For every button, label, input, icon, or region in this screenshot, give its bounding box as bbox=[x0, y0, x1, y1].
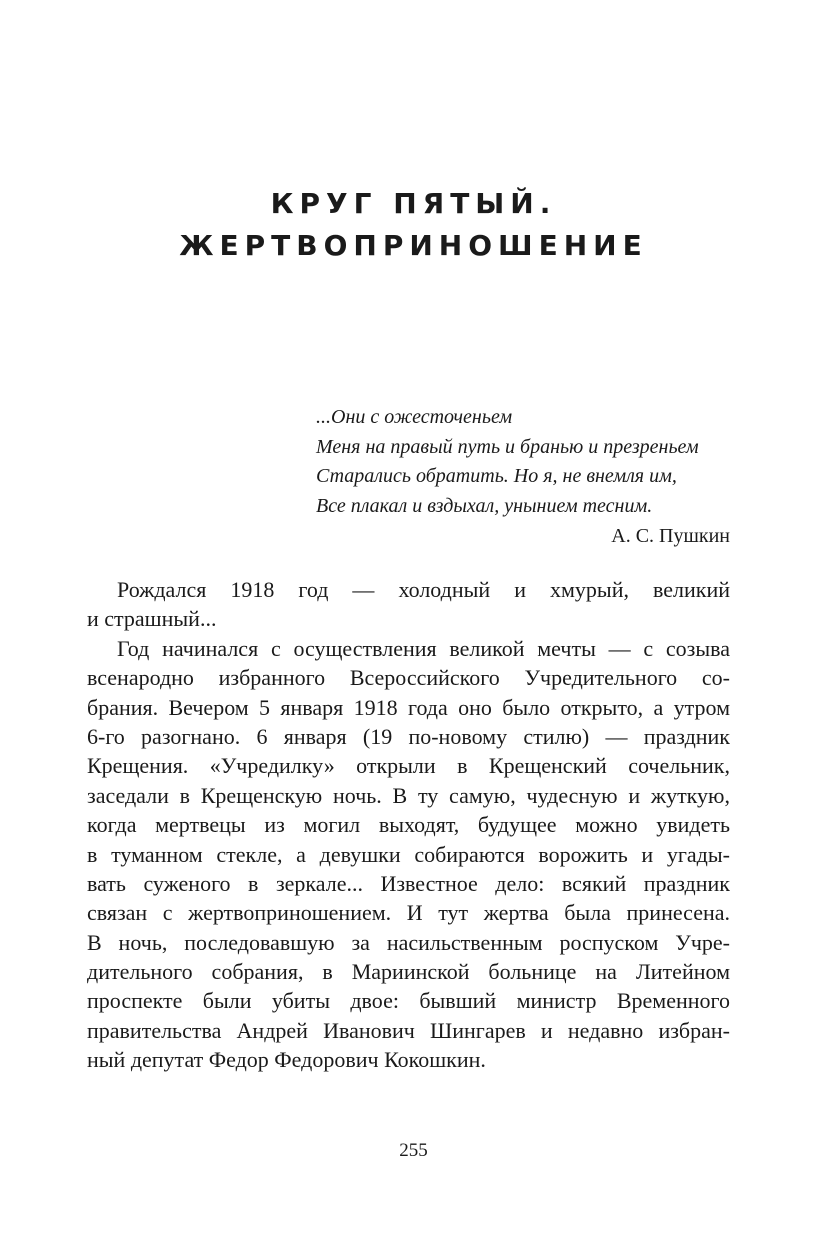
epigraph bbox=[316, 403, 730, 552]
text-line: брания. Вечером 5 января 1918 года оно было открыто, а утром bbox=[87, 694, 730, 720]
epigraph-line: Старались обратить. Но я, не внемля им, bbox=[316, 465, 677, 487]
chapter-title bbox=[0, 183, 827, 267]
text-line: вать суженого в зеркале... Известное дело: всякий праздник bbox=[87, 870, 730, 896]
text-line: Крещения. «Учредилку» открыли в Крещенский сочельник, bbox=[87, 753, 730, 779]
text-line: связан с жертвоприношением. И тут жертва была принесена. bbox=[87, 900, 730, 926]
text-line: проспекте были убиты двое: бывший министр Временного bbox=[87, 988, 730, 1014]
epigraph-author: А. С. Пушкин bbox=[611, 525, 730, 547]
text-line: ный депутат Федор Федорович Кокошкин. bbox=[87, 1047, 486, 1073]
text-line: 6-го разогнано. 6 января (19 по-новому стилю) — праздник bbox=[87, 723, 730, 749]
page-number: 255 bbox=[399, 1140, 428, 1161]
text-line: В ночь, последовавшую за насильственным роспуском Учре- bbox=[87, 929, 730, 955]
chapter-title-line-1: КРУГ ПЯТЫЙ. bbox=[270, 187, 557, 220]
text-line: всенародно избранного Всероссийского Учредительного со- bbox=[87, 665, 730, 691]
text-line: дительного собрания, в Мариинской больнице на Литейном bbox=[87, 959, 730, 985]
epigraph-line: Все плакал и вздыхал, унынием тесним. bbox=[316, 494, 653, 517]
text-line: заседали в Крещенскую ночь. В ту самую, чудесную и жуткую, bbox=[87, 782, 730, 808]
chapter-title-line-2: ЖЕРТВОПРИНОШЕНИЕ bbox=[179, 229, 648, 262]
text-line: и страшный... bbox=[87, 606, 217, 632]
text-line: Рождался 1918 год — холодный и хмурый, великий bbox=[117, 577, 730, 602]
epigraph-line: ...Они с ожесточеньем bbox=[316, 406, 513, 428]
text-line: в туманном стекле, а девушки собираются ворожить и угады- bbox=[87, 841, 730, 867]
text-line: правительства Андрей Иванович Шингарев и недавно избран- bbox=[87, 1017, 730, 1043]
epigraph-line: Меня на правый путь и бранью и презреньем bbox=[316, 435, 699, 458]
text-line: Год начинался с осуществления великой мечты — с созыва bbox=[117, 635, 730, 661]
body-text bbox=[87, 575, 730, 1075]
text-line: когда мертвецы из могил выходят, будущее можно увидеть bbox=[87, 812, 730, 838]
